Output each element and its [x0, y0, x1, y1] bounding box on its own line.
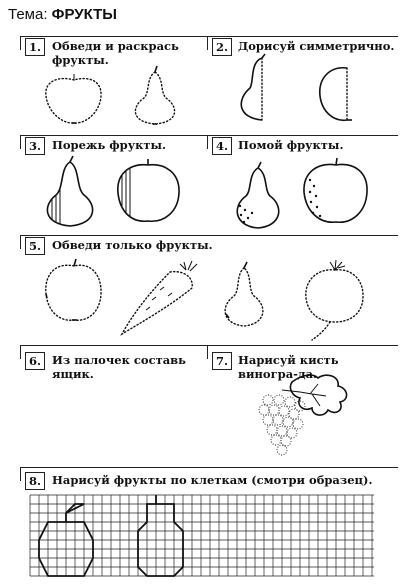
- task-8-grid[interactable]: [30, 495, 374, 576]
- task-2-number: 2.: [212, 38, 232, 56]
- task-4-pear[interactable]: [237, 162, 278, 228]
- task-5-beet[interactable]: [306, 260, 363, 340]
- task-6-text: Из палочек составь ящик.: [52, 353, 186, 381]
- task-5-carrot[interactable]: [122, 261, 197, 334]
- task-4-apple[interactable]: [304, 158, 367, 222]
- task-8-sample-pear: [138, 495, 183, 576]
- task-3-pear[interactable]: [47, 156, 92, 230]
- task-5-pear[interactable]: [225, 262, 263, 326]
- title-prefix: Тема:: [8, 6, 52, 23]
- task-1-text: Обведи и раскрась фрукты.: [52, 39, 179, 67]
- task-1-number: 1.: [25, 38, 45, 56]
- task-1-apple-outline[interactable]: [46, 74, 101, 123]
- task-7-text: Нарисуй кисть виногра-да.: [238, 353, 339, 381]
- task-5-apple[interactable]: [46, 259, 101, 320]
- task-7-grape-leaf[interactable]: [282, 375, 347, 415]
- task-4-number: 4.: [212, 137, 232, 155]
- task-2-half-apple[interactable]: [320, 68, 352, 120]
- task-4-text: Помой фрукты.: [238, 138, 344, 152]
- task-5-text: Обведи только фрукты.: [52, 238, 213, 252]
- task-3-text: Порежь фрукты.: [52, 138, 167, 152]
- task-3-apple[interactable]: [118, 159, 179, 225]
- task-2-half-pear[interactable]: [241, 54, 265, 120]
- task-2-text: Дорисуй симметрично.: [238, 39, 395, 53]
- task-8-number: 8.: [25, 472, 45, 490]
- task-3-number: 3.: [25, 137, 45, 155]
- task-5-number: 5.: [25, 237, 45, 255]
- title-topic: ФРУКТЫ: [51, 6, 117, 23]
- task-7-grape-bunch[interactable]: [259, 395, 305, 455]
- task-7-number: 7.: [212, 352, 232, 370]
- task-1-pear-outline[interactable]: [135, 66, 174, 124]
- task-6-number: 6.: [25, 352, 45, 370]
- task-8-text: Нарисуй фрукты по клеткам (смотри образец).: [52, 473, 373, 487]
